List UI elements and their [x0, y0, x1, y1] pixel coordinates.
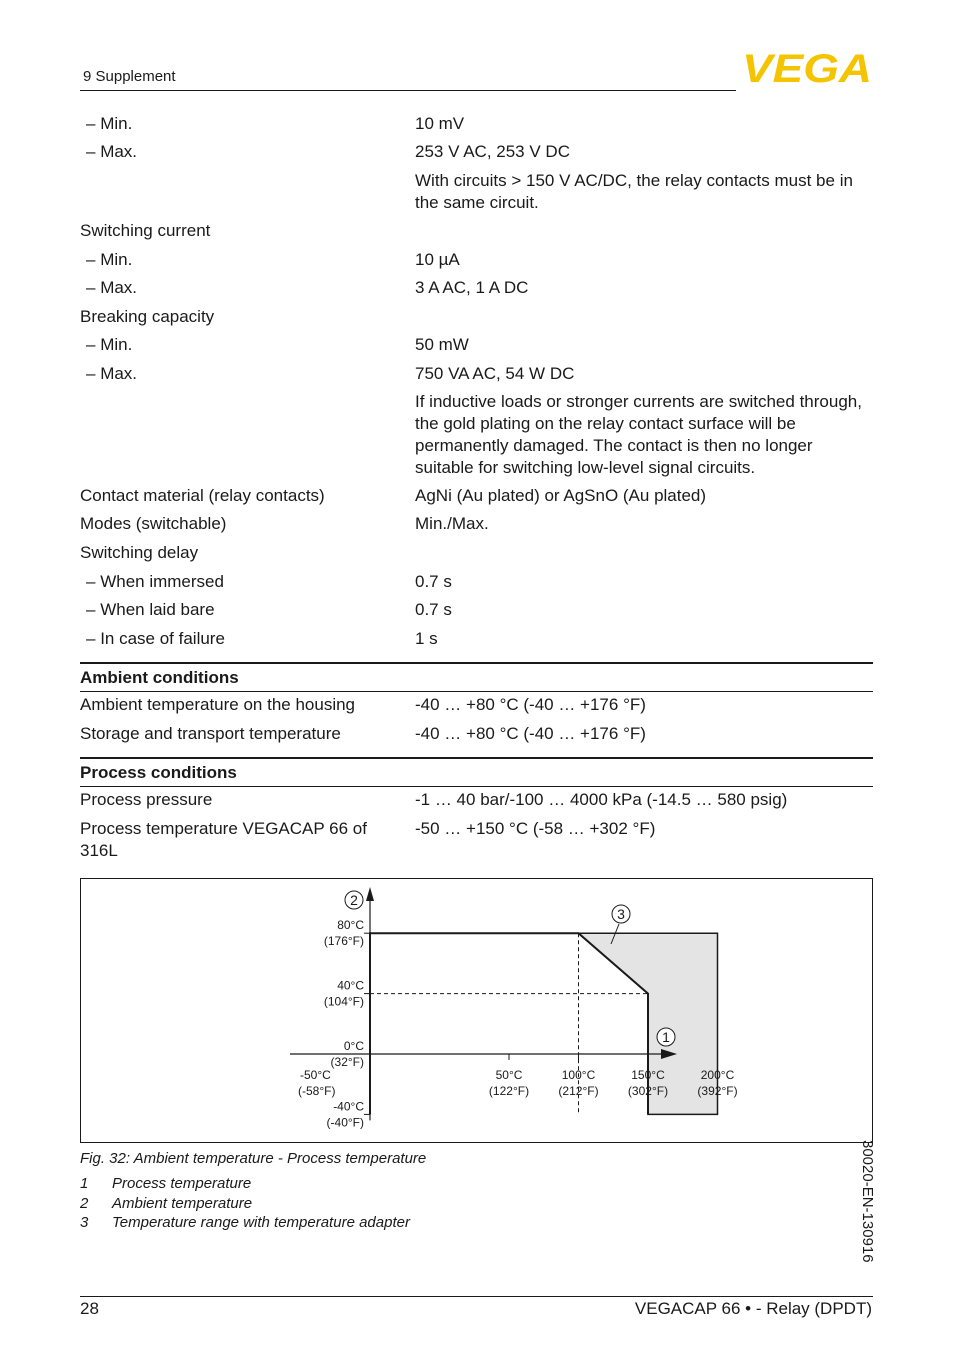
x-tick-label: 150°C — [631, 1068, 665, 1082]
y-tick-label: -40°C — [333, 1099, 364, 1114]
legend-text: Process temperature — [112, 1175, 252, 1192]
spec-label: – Max. — [86, 364, 138, 383]
spec-value: 50 mW — [415, 335, 469, 354]
spec-value: 0.7 s — [415, 572, 452, 591]
x-tick-label: 100°C — [561, 1068, 596, 1082]
x-tick-label: (392°F) — [697, 1084, 738, 1098]
spec-label: – Min. — [86, 335, 133, 354]
spec-note: If inductive loads or stronger currents are switched through, the gold plating on the relay contact surface will be permanently damaged. The contact is then no longer suitable for switching low-level signal circuits. — [415, 392, 862, 477]
marker-adapter-label: 3 — [617, 906, 625, 922]
section-rule — [80, 757, 873, 759]
x-tick-label: (-58°F) — [298, 1084, 336, 1098]
vega-logo — [742, 50, 874, 84]
spec-label: – When laid bare — [86, 600, 215, 619]
spec-value: 0.7 s — [415, 600, 452, 619]
spec-value: -1 … 40 bar/-100 … 4000 kPa (-14.5 … 580 psig) — [415, 790, 788, 809]
header-rule — [80, 90, 736, 91]
section-rule — [80, 691, 873, 692]
legend-num: 1 — [80, 1175, 89, 1192]
spec-label: – Min. — [86, 250, 133, 269]
x-tick-label: 50°C — [495, 1068, 523, 1082]
page-number: 28 — [80, 1299, 99, 1318]
spec-value: 750 VA AC, 54 W DC — [415, 364, 575, 383]
x-tick-label: (122°F) — [488, 1084, 530, 1098]
spec-label: Storage and transport temperature — [80, 724, 341, 743]
spec-label: – Min. — [86, 114, 133, 133]
spec-value: -50 … +150 °C (-58 … +302 °F) — [415, 819, 656, 838]
spec-label: Breaking capacity — [80, 307, 215, 326]
spec-value: -40 … +80 °C (-40 … +176 °F) — [415, 695, 646, 714]
legend-text: Ambient temperature — [112, 1195, 253, 1212]
footer-rule — [80, 1296, 873, 1297]
spec-value: 3 A AC, 1 A DC — [415, 278, 529, 297]
spec-label: – In case of failure — [86, 629, 225, 648]
figure-box — [80, 878, 873, 1143]
spec-label: Contact material (relay contacts) — [80, 486, 325, 505]
spec-value: 1 s — [415, 629, 438, 648]
y-tick-label: 40°C — [337, 978, 364, 993]
document-code: 30020-EN-130916 — [859, 1140, 876, 1263]
spec-label: – Max. — [86, 278, 138, 297]
legend-num: 3 — [80, 1214, 89, 1231]
spec-note: With circuits > 150 V AC/DC, the relay contacts must be in the same circuit. — [415, 171, 853, 212]
section-label: 9 Supplement — [83, 68, 176, 85]
spec-value: 10 µA — [415, 250, 460, 269]
process-heading: Process conditions — [80, 763, 237, 782]
spec-label: – Max. — [86, 142, 138, 161]
section-rule — [80, 786, 873, 787]
spec-label: – When immersed — [86, 572, 224, 591]
spec-value: Min./Max. — [415, 514, 489, 533]
spec-value: AgNi (Au plated) or AgSnO (Au plated) — [415, 486, 707, 505]
spec-label: Switching current — [80, 221, 211, 240]
legend-text: Temperature range with temperature adapter — [112, 1214, 410, 1231]
x-tick-label: (302°F) — [627, 1084, 669, 1098]
marker-process-label: 1 — [662, 1029, 670, 1045]
spec-label: Process temperature VEGACAP 66 of 316L — [80, 819, 367, 860]
figure-caption: Fig. 32: Ambient temperature - Process temperature — [80, 1150, 427, 1167]
logo-text: VEGA — [742, 50, 872, 84]
x-tick-label: 200°C — [700, 1068, 735, 1082]
temperature-chart — [81, 879, 872, 1142]
legend-num: 2 — [80, 1195, 89, 1212]
document-title: VEGACAP 66 • - Relay (DPDT) — [634, 1299, 872, 1318]
y-tick-label: 0°C — [343, 1039, 364, 1053]
section-rule — [80, 662, 873, 664]
spec-label: Ambient temperature on the housing — [80, 695, 356, 714]
y-tick-label: (104°F) — [323, 994, 364, 1009]
y-tick-label: 80°C — [337, 918, 364, 933]
spec-label: Process pressure — [80, 790, 213, 809]
y-tick-label: (176°F) — [323, 934, 364, 949]
spec-label: Modes (switchable) — [80, 514, 227, 533]
x-tick-label: -50°C — [300, 1068, 331, 1082]
spec-value: -40 … +80 °C (-40 … +176 °F) — [415, 724, 646, 743]
spec-label: Switching delay — [80, 543, 199, 562]
y-tick-label: (-40°F) — [326, 1115, 364, 1130]
x-tick-label: (212°F) — [558, 1084, 599, 1098]
ambient-heading: Ambient conditions — [80, 668, 239, 687]
marker-ambient-label: 2 — [350, 892, 358, 908]
spec-value: 10 mV — [415, 114, 465, 133]
spec-value: 253 V AC, 253 V DC — [415, 142, 570, 161]
y-axis-arrow — [366, 887, 374, 901]
y-tick-label: (32°F) — [330, 1055, 364, 1069]
